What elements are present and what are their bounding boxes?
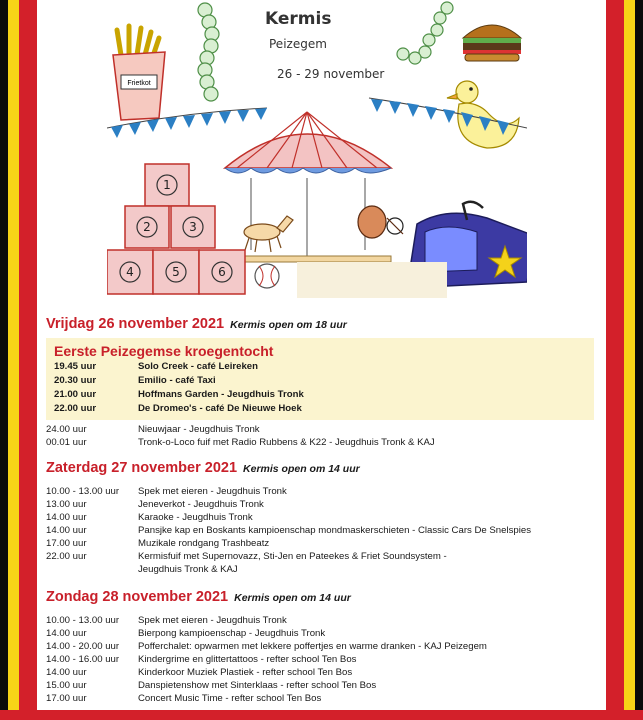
block-number: 1 <box>163 178 171 192</box>
event-time: 19.45 uur <box>54 361 97 372</box>
drawing-title-kermis: Kermis <box>265 9 332 29</box>
event-desc: Spek met eieren - Jeugdhuis Tronk <box>138 486 287 497</box>
block-number: 4 <box>126 265 134 279</box>
pub-crawl-title: Eerste Peizegemse kroegentocht <box>54 343 274 359</box>
duck-icon <box>447 81 519 148</box>
event-desc: Spek met eieren - Jeugdhuis Tronk <box>138 615 287 626</box>
day-title: Zondag 28 november 2021 <box>46 589 229 605</box>
event-desc: Kinderkoor Muziek Plastiek - refter school Ten Bos <box>138 667 353 678</box>
border-red-right <box>606 0 624 720</box>
hamburger-icon <box>463 25 521 61</box>
caterpillar-right-icon <box>397 2 453 64</box>
border-yellow-right <box>624 0 635 720</box>
event-desc: Bierpong kampioenschap - Jeugdhuis Tronk <box>138 628 326 639</box>
section-heading-sunday <box>46 589 351 605</box>
event-time: 14.00 uur <box>46 628 87 639</box>
section-heading-saturday <box>46 460 360 476</box>
event-desc: Concert Music Time - refter school Ten Bos <box>138 693 322 704</box>
event-time: 17.00 uur <box>46 693 87 704</box>
event-desc: Muzikale rondgang Trashbeatz <box>138 538 270 549</box>
event-desc: Jeneverkot - Jeugdhuis Tronk <box>138 499 264 510</box>
border-red-left <box>19 0 37 720</box>
carousel-icon <box>225 112 391 262</box>
event-time: 15.00 uur <box>46 680 87 691</box>
caterpillar-left-icon <box>198 3 219 101</box>
block-pyramid-icon <box>107 164 245 294</box>
pub-crawl-box <box>46 338 594 420</box>
block-number: 3 <box>189 220 197 234</box>
event-time: 21.00 uur <box>54 389 97 400</box>
drawing-title-peizegem: Peizegem <box>269 37 327 51</box>
event-desc: Nieuwjaar - Jeugdhuis Tronk <box>138 424 260 435</box>
block-number: 5 <box>172 265 180 279</box>
event-desc: Pansjke kap en Boskants kampioenschap mondmaskerschieten - Classic Cars De Snelspies <box>138 525 531 536</box>
border-yellow-left <box>8 0 19 720</box>
event-time: 13.00 uur <box>46 499 87 510</box>
block-number: 6 <box>218 265 226 279</box>
block-number: 2 <box>143 220 151 234</box>
event-desc: Solo Creek - café Leireken <box>138 361 258 372</box>
event-time: 17.00 uur <box>46 538 87 549</box>
event-time: 14.00 - 16.00 uur <box>46 654 120 665</box>
dog-icon <box>358 206 403 238</box>
opening-note: Kermis open om 14 uur <box>243 463 360 475</box>
event-time: 22.00 uur <box>54 403 97 414</box>
event-time: 22.00 uur <box>46 551 87 562</box>
event-desc: Emilio - café Taxi <box>138 375 216 386</box>
event-time: 10.00 - 13.00 uur <box>46 486 120 497</box>
event-time: 10.00 - 13.00 uur <box>46 615 120 626</box>
event-desc: Jeugdhuis Tronk & KAJ <box>138 564 238 575</box>
event-time: 14.00 uur <box>46 525 87 536</box>
border-black-left <box>0 0 8 720</box>
event-desc: Danspietenshow met Sinterklaas - refter school Ten Bos <box>138 680 377 691</box>
day-title: Zaterdag 27 november 2021 <box>46 460 238 476</box>
event-time: 20.30 uur <box>54 375 97 386</box>
drawing-title-dates: 26 - 29 november <box>277 67 385 81</box>
event-time: 14.00 uur <box>46 667 87 678</box>
kermis-drawing <box>107 0 527 300</box>
event-desc: Tronk-o-Loco fuif met Radio Rubbens & K22 - Jeugdhuis Tronk & KAJ <box>138 437 435 448</box>
border-red-bottom <box>0 710 643 720</box>
fries-icon <box>113 26 165 120</box>
event-time: 14.00 - 20.00 uur <box>46 641 120 652</box>
section-heading-friday <box>46 316 347 332</box>
event-time: 00.01 uur <box>46 437 87 448</box>
event-desc: De Dromeo's - café De Nieuwe Hoek <box>138 403 302 414</box>
day-title: Vrijdag 26 november 2021 <box>46 316 225 332</box>
opening-note: Kermis open om 14 uur <box>234 592 351 604</box>
event-desc: Pofferchalet: opwarmen met lekkere poffertjes en warme dranken - KAJ Peizegem <box>138 641 487 652</box>
border-black-right <box>635 0 643 720</box>
event-desc: Karaoke - Jeugdhuis Tronk <box>138 512 253 523</box>
ground-shape <box>297 262 447 298</box>
fries-label: Frietkot <box>127 80 151 87</box>
event-desc: Hoffmans Garden - Jeugdhuis Tronk <box>138 389 304 400</box>
baseball-icon <box>255 264 279 288</box>
event-time: 24.00 uur <box>46 424 87 435</box>
opening-note: Kermis open om 18 uur <box>230 319 347 331</box>
event-desc: Kindergrime en glittertattoos - refter school Ten Bos <box>138 654 357 665</box>
event-time: 14.00 uur <box>46 512 87 523</box>
event-desc: Kermisfuif met Supernovazz, Sti-Jen en Pateekes & Friet Soundsystem - <box>138 551 447 562</box>
poster-page <box>37 0 606 710</box>
